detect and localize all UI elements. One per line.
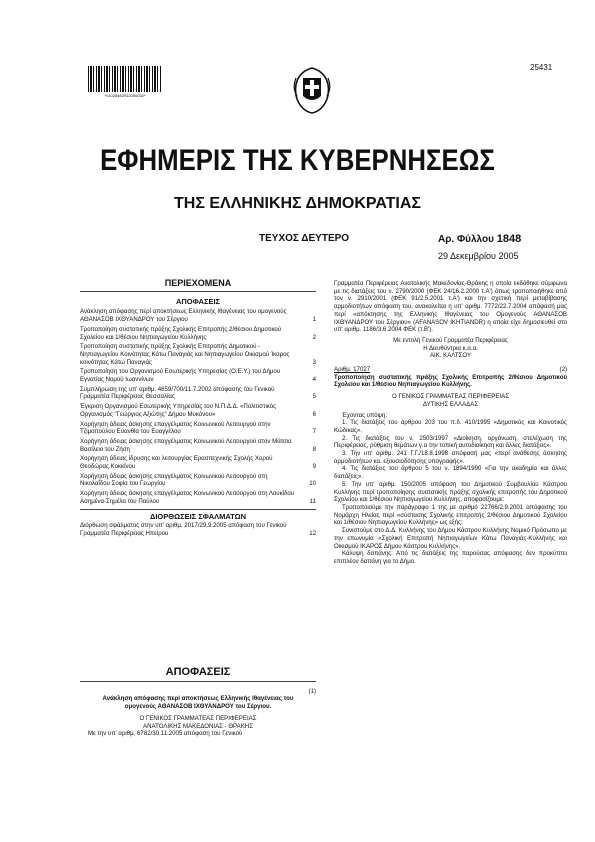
consideration-item: 3. Την υπ' αριθμ. 241 Γ.Γ./18.8.1998 απόφασή μας «περί ανάθεσης άσκησης αρμοδιοτήτων κα. εξουσιοδότησης υπογραφής». [334,450,567,465]
gazette-title: ΕΦΗΜΕΡΙΣ ΤΗΣ ΚΥΒΕΡΝΗΣΕΩΣ [100,144,495,177]
sheet-number [438,233,521,245]
toc-item [80,343,316,366]
toc-item-text: Χορήγηση άδειας άσκησης επαγγέλματος Κοινωνικού Λειτουργού στην Τζιμοπούλου Ευανθία του Ευαγγέλου [80,420,271,436]
contents-section [80,280,316,540]
toc-item-number: 11 [309,497,316,505]
greek-emblem-icon [291,66,333,114]
signer-name: ΑΙΚ. ΚΑΛΤΣΟΥ [429,352,472,360]
toc-item-text: Τροποποίηση συστατικής πράξης Σχολικής Επιτροπής 2/θέσιου Δημοτικού Σχολείου και 1/θέσιου Νηπιαγωγείου Κυλλήνης [80,325,282,341]
toc-item-number: 3 [312,358,316,366]
gazette-subtitle: ΤΗΣ ΕΛΛΗΝΙΚΗΣ ΔΗΜΟΚΡΑΤΙΑΣ [174,195,421,212]
decision-1-authority-region: ΑΝΑΤΟΛΙΚΗΣ ΜΑΚΕΔΟΝΙΑΣ - ΘΡΑΚΗΣ [143,722,253,730]
toc-item [80,368,316,383]
toc-item [80,473,316,488]
corrections-heading: ΔΙΟΡΘΩΣΕΙΣ ΣΦΑΛΜΑΤΩΝ [149,511,247,521]
decision-1-text-continued: Γραμματέα Περιφέρειας Ανατολικής Μακεδονίας-Θράκης η οποία εκδόθηκε σύμφωνα με τις διατάξεις του ν. 2790/2000 (ΦΕΚ 24/16.2.2000 τ.Α') όπως τροποποιήθηκε από τον ν. 2910/2001 (ΦΕΚ 91/2.5.2001 τ.Α') και την σχετική περί μεταβίβασης αρμοδιοτήτων απόφαση του, ανακαλείται η υπ' αριθμ. 7772/22.7.2004 απόφασή μας περί «απόκτησης της Ελληνικής Ιθαγένειας του Ομογενούς ΑΘΑΝΑΣΟΒ ΙΧΘΥΑΝΔΡΟΥ του Σέργιου» (AFANASOV IKHTIANDR) η οποία είχε δημοσιευθεί στο υπ' αριθμ. 1186/3.6.2004 ΦΕΚ (τ.Β'). [334,280,567,334]
decision-2-para-cost: Κάλυψη δαπάνης: Από τις διατάξεις της παρούσας απόφασης δεν προκύπτει επιπλέον δαπάνη για το Δήμο. [334,550,567,565]
toc-item [80,438,316,453]
decision-2-authority: Ο ΓΕΝΙΚΟΣ ΓΡΑΜΜΑΤΕΑΣ ΠΕΡΙΦΕΡΕΙΑΣ [392,393,509,401]
toc-item-text: Χορήγηση άδειας άσκησης επαγγέλματος Κοινωνικού Λειτουργού στη Λουκίδου Ασημένα-Σημέλα του Παύλου [80,490,295,505]
decision-2-number: (2) [559,366,567,374]
toc-item-number: 6 [312,410,316,418]
toc-item [80,421,316,436]
consideration-item: 1. Τις διατάξεις του άρθρου 203 του π.δ. 410/1995 «Δημοτικός και Κοινοτικός Κώδικας». [334,419,567,434]
toc-item-text: Συμπλήρωση της υπ' αριθμ. 4659/700/11.7.2002 απόφασης του Γενικού Γραμματέα Περιφέρειας Θεσσαλίας [80,385,275,401]
toc-item-text: Τροποποίηση συστατικής πράξης Σχολικής Επιτροπής Δημοτικού - Νηπιαγωγείου Κοινότητας Κάτω Παναγιάς και Νηπιαγωγείου Οικισμού Ίκαρος κοινότητας Κάτω Παναγιάς [80,343,290,366]
order-line: Με εντολή Γενικού Γραμματέα Περιφέρειας [393,336,508,344]
toc-decisions-heading: ΑΠΟΦΑΣΕΙΣ [175,296,221,306]
toc-item-number: 1 [312,316,316,324]
toc-list [80,308,316,505]
toc-item-text: Τροποποίηση του Οργανισμού Εσωτερικής Υπηρεσίας (Ο.Ε.Υ.) του Δήμου Εγνατίας Νομού Ιωαννίνων [80,368,281,384]
decision-2-para-establish: Συνιστούμε στο Δ.Δ. Κυλλήνης του Δήμου Κάστρου Κυλλήνης Νομικό Πρόσωπο με την επωνυμία «Σχολική Επιτροπή Νηπιαγωγείων Κάτω Παναγιάς-Κυλλήνης και Οικισμού ΙΚΑΡΟΣ Δήμου Κάστρου Κυλλήνης». [334,527,567,550]
decisions-heading: ΑΠΟΦΑΣΕΙΣ [165,666,231,678]
issue-label: ΤΕΥΧΟΣ ΔΕΥΤΕΡΟ [259,233,350,244]
issue-date: 29 Δεκεμβρίου 2005 [438,251,519,261]
toc-item-text: Χορήγηση άδειας ίδρυσης και λειτουργίας Ερασιτεχνικής Σχολής Χορού Θεοδώρας Κοκκίνου [80,455,273,471]
toc-item-number: 4 [312,376,316,384]
toc-item-text: Ανάκληση απόφασης περί αποκτήσεως Ελληνικής Ιθαγένειας του ομογενούς ΑΘΑΝΑΣΟΒ ΙΧΘΥΑΝΔΡΟΥ του Σέργιου [80,308,287,324]
decision-1-text: Με την υπ' αριθμ. 6782/30.11.2005 απόφαση του Γενικού [88,730,243,738]
toc-item-number: 8 [312,445,316,453]
toc-item-number: 5 [312,393,316,401]
director-line: Η Διευθύντρια κ.α.α. [423,344,478,352]
decisions-body-right [334,280,567,566]
toc-item [80,386,316,401]
sheet-label: Αρ. Φύλλου [438,234,494,245]
divider [80,291,316,292]
decision-2-authority-region: ΔΥΤΙΚΗΣ ΕΛΛΑΔΑΣ [422,400,479,408]
sheet-value: 1848 [496,233,522,245]
toc-item [80,455,316,470]
barcode [88,66,162,92]
toc-item-text: Διόρθωση σφάλματος στην υπ' αριθμ. 2017/29.9.2005 απόφαση του Γενικού Γραμματέα Περιφέρειας Ηπείρου [80,522,287,537]
divider [80,509,316,510]
toc-item [80,326,316,341]
decision-1-title: Ανάκληση απόφασης περί αποκτήσεως Ελληνικής Ιθαγένειας του ομογενούς ΑΘΑΝΑΣΟΒ ΙΧΘΥΑΝΔΡΟΥ του Σέργιου. [102,695,294,711]
toc-item-number: 2 [312,333,316,341]
decision-1-authority: Ο ΓΕΝΙΚΟΣ ΓΡΑΜΜΑΤΕΑΣ ΠΕΡΙΦΕΡΕΙΑΣ [139,714,257,722]
decision-1-number: (1) [308,687,316,695]
consideration-item: 5. Την υπ' αριθμ. 150/2005 απόφαση του Δημοτικού Συμβουλίου Κάστρου Κυλλήνης περί τροποποίησης συστατικής πράξης σχολικής επιτροπής του Δημοτικού Σχολείου και 1/θέσιου Νηπιαγωγείου Κυλλήνης, αποφασίζουμε: [334,480,567,504]
toc-item [80,308,316,323]
toc-item [80,403,316,418]
decision-2-header [334,366,567,374]
toc-item-text: Έγκριση Οργανισμού Εσωτερικής Υπηρεσίας του Ν.Π.Δ.Δ. «Πολιτιστικός Οργανισμός "Γεώργιος Αξιώτης" Δήμου Μυκόνου» [80,403,277,418]
corrections-list [80,522,316,537]
consideration-item: 2. Τις διατάξεις του ν. 2503/1997 «Διοίκηση, οργάνωση, στελέχωση της Περιφέρειας, ρύθμιση θεμάτων γ.α την τοπική αυτοδιοίκηση και άλλες διατάξεις». [334,434,567,450]
correction-item [80,522,316,537]
considerations-list [334,419,567,504]
toc-item-number: 12 [309,529,316,537]
decision-2-para-amend: Τροποποιούμε την παράγραφο 1 της με αριθμό 22766/2.9.2001 απόφασης του Νομάρχη Ηλείας περί «σύστασης Σχολικής επιτροπής 2/θέσιου Δημοτικού Σχολείου και 1/θέσιου Νηπιαγωγείου Κυλλήνης» ως εξής: [334,503,567,527]
toc-item-text: Χορήγηση άδειας άσκησης επαγγέλματος Κοινωνικού Λειτουργού στη Νικολαΐδου Σοφία του Γεωργίου [80,472,268,488]
decision-2-title: Τροποποίηση συστατικής πράξης Σχολικής Επιτροπής 2/θέσιου Δημοτικού Σχολείου και 1/θέσιου Νηπιαγωγείου Κυλλήνης. [334,373,567,389]
barcode-number: *01028482912050032* [104,93,146,98]
consideration-item: 4. Τις διατάξεις του άρθρου 5 του ν. 1894/1990 «Για την ακαδημία και άλλες διατάξεις». [334,465,567,481]
decision-2-ref: Αριθμ. 17027 [334,366,371,374]
toc-item-text: Χορήγηση άδειας άσκησης επαγγέλματος Κοινωνικού Λειτουργού στον Μάτσια Βασίλειο του Ζήση [80,437,292,453]
toc-item-number: 10 [309,480,316,488]
page-number: 25431 [530,63,553,72]
toc-item-number: 9 [312,463,316,471]
toc-item-number: 7 [312,428,316,436]
toc-item [80,490,316,505]
decisions-body-left [80,666,316,738]
divider [80,681,316,682]
having-in-mind: Έχοντας υπόψη: [342,411,388,419]
contents-heading: ΠΕΡΙΕΧΟΜΕΝΑ [164,278,232,288]
